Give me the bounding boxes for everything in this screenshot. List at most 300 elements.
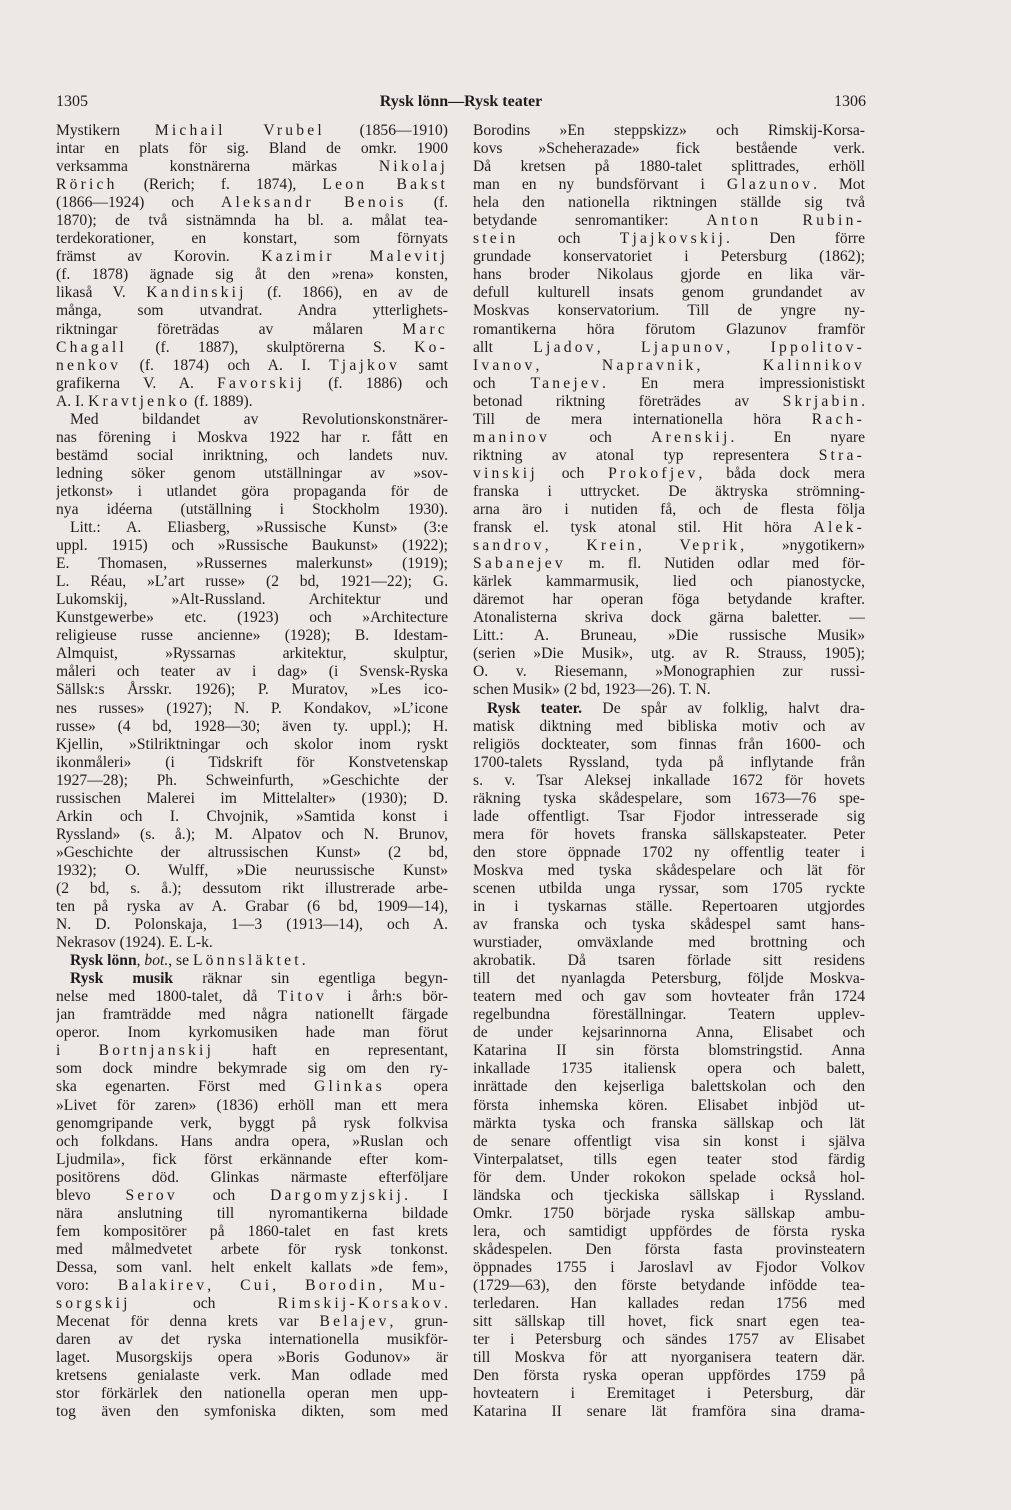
header-title: Rysk lönn—Rysk teater xyxy=(379,93,543,110)
text-run: (serien »Die Musik», utg. av R. Strauss, 1905); xyxy=(473,645,865,663)
right-column xyxy=(473,122,865,1421)
text-line xyxy=(473,880,865,898)
spaced-name: Serov xyxy=(125,1186,178,1204)
spaced-name: Chagall xyxy=(56,338,127,356)
text-line xyxy=(56,537,448,555)
text-run: bestämd social inriktning, och landets nuv. xyxy=(56,446,448,464)
text-line xyxy=(56,772,448,790)
text-run: Moskva med tyska skådespelare och lät för xyxy=(473,861,865,879)
text-run: uppl. 1915) och »Russische Baukunst» (1922); xyxy=(56,537,448,555)
text-run: , xyxy=(544,537,587,555)
spaced-name: Ljadov xyxy=(533,338,597,356)
spaced-name: Sabanejev xyxy=(473,555,566,573)
text-line xyxy=(56,1349,448,1367)
spaced-name: Glinkas xyxy=(314,1078,385,1096)
text-line xyxy=(473,122,865,140)
text-run: . xyxy=(861,392,865,410)
text-run: och xyxy=(130,1295,278,1313)
text-run: de under kejsarinnorna Anna, Elisabet och xyxy=(473,1024,865,1042)
text-line xyxy=(473,1223,865,1241)
spaced-name: Kandinskij xyxy=(146,284,247,302)
text-line xyxy=(473,483,865,501)
text-line xyxy=(56,988,448,1006)
text-line xyxy=(56,952,448,970)
text-run: sitt sällskap till hovet, fick snart egen tea- xyxy=(473,1313,865,1331)
text-run: nära anslutning till nyromantikerna bildade xyxy=(56,1204,448,1222)
spaced-name: Ljapunov xyxy=(640,338,727,356)
text-run: de senare offentligt visa sin konst i själva xyxy=(473,1132,865,1150)
text-line xyxy=(56,627,448,645)
text-run: Lukomskij, »Alt-Russland. Architektur und xyxy=(56,591,448,609)
text-line xyxy=(56,609,448,627)
spaced-name: Rach- xyxy=(811,410,865,428)
text-run: inkallade 1735 italiensk opera och balett, xyxy=(473,1060,865,1078)
text-run: , xyxy=(378,1277,412,1294)
text-run: matisk diktning med bibliska motiv och av xyxy=(473,717,865,735)
text-line xyxy=(473,663,865,681)
spaced-name: Bortnjanskij xyxy=(98,1042,215,1060)
text-run: opera xyxy=(384,1078,448,1096)
text-run: nelse med 1800-talet, då xyxy=(56,988,278,1006)
text-line xyxy=(473,898,865,916)
text-line xyxy=(56,934,448,952)
text-run: religiös dockteater, som finnas från 1600- och xyxy=(473,735,865,753)
text-run: bot. xyxy=(144,952,169,970)
text-run: (f. xyxy=(406,194,448,212)
text-run: man en ny bundsförvant i xyxy=(473,176,727,194)
text-line xyxy=(473,1259,865,1277)
text-line xyxy=(473,1385,865,1403)
text-run: Litt.: A. Bruneau, »Die russische Musik» xyxy=(473,627,865,645)
text-run: , »nygotikern» xyxy=(740,537,865,555)
text-run: (2 bd, s. å.); dessutom rikt illustrerade arbe- xyxy=(56,879,448,897)
spaced-name: Lönnsläktet xyxy=(192,952,302,970)
text-line xyxy=(56,212,448,230)
text-run: skådespelen. Den första fasta provinsteatern xyxy=(473,1240,865,1258)
text-line xyxy=(56,266,448,284)
text-run: samt xyxy=(399,356,448,374)
text-line xyxy=(56,718,448,736)
spaced-name: Ko- xyxy=(414,338,448,356)
text-line xyxy=(56,375,448,393)
text-line xyxy=(473,1313,865,1331)
text-line xyxy=(56,1169,448,1187)
text-run: romantikerna höra förutom Glazunov framför xyxy=(473,320,865,338)
text-run: . xyxy=(301,952,306,970)
spaced-name: Napravnik xyxy=(601,356,697,374)
text-line xyxy=(56,302,448,320)
text-line xyxy=(473,302,865,320)
spaced-name: Skrjabin xyxy=(782,392,862,410)
text-run: Litt.: A. Eliasberg, »Russische Kunst» (3:e xyxy=(70,519,448,537)
text-run: Almquist, »Ryssarnas arkitektur, skulptur, xyxy=(56,645,448,663)
text-run: i årh:s bör- xyxy=(326,988,448,1006)
text-line xyxy=(56,736,448,754)
text-run: nya idéerna (utställning i Stockholm 1930). xyxy=(56,500,448,518)
text-line xyxy=(473,1295,865,1313)
text-run: mera för hovets franska sällskapsteater. Peter xyxy=(473,825,865,843)
text-line xyxy=(56,591,448,609)
text-run: O. v. Riesemann, »Monographien zur russi- xyxy=(473,663,865,681)
text-line xyxy=(473,1349,865,1367)
text-run: russe» (4 bd, 1928—30; även ty. uppl.); H. xyxy=(56,717,448,735)
text-run: (f. 1887), skulptörerna S. xyxy=(126,338,415,356)
text-run: kärlek kammarmusik, lied och pianostycke, xyxy=(473,573,865,591)
text-line xyxy=(473,970,865,988)
text-run: främst av Korovin. xyxy=(56,248,262,266)
text-run: räkning tyska skådespelare, som 1673—76 spe- xyxy=(473,789,865,807)
text-line xyxy=(473,718,865,736)
text-run: in i tyskarnas ställe. Repertoaren utgjordes xyxy=(473,898,865,916)
text-line xyxy=(56,230,448,248)
text-line xyxy=(56,1042,448,1060)
text-line xyxy=(473,321,865,339)
text-run: ledning söker genom utställningar av »sov- xyxy=(56,464,448,482)
spaced-name: Tjajkov xyxy=(329,356,400,374)
spaced-name: Titov xyxy=(277,988,327,1006)
text-run: regelbundna föreställningar. Teatern upplev- xyxy=(473,1006,865,1024)
text-run: Ljudmila», fick först erkännande efter kom- xyxy=(56,1150,448,1168)
text-run: märkta tyska och franska sällskap och lät xyxy=(473,1114,865,1132)
text-run: grafikerna V. A. xyxy=(56,374,218,392)
spaced-name: nenkov xyxy=(56,356,122,374)
text-line xyxy=(56,501,448,519)
text-run: daren av det ryska internationella musikför- xyxy=(56,1331,448,1349)
text-line xyxy=(56,393,448,411)
text-line xyxy=(473,230,865,248)
text-line xyxy=(473,591,865,609)
text-run: s. v. Tsar Aleksej inkallade 1672 för hovets xyxy=(473,771,865,789)
text-run: schen Musik» (2 bd, 1923—26). T. N. xyxy=(473,681,711,699)
spaced-name: Veprik xyxy=(679,537,741,555)
text-line xyxy=(56,1205,448,1223)
text-line xyxy=(473,1115,865,1133)
text-line xyxy=(473,248,865,266)
text-run: med målmedvetet arbete för rysk tonkonst. xyxy=(56,1240,448,1258)
left-column xyxy=(56,122,448,1421)
text-run: haft en representant, xyxy=(214,1042,448,1060)
text-line xyxy=(473,339,865,357)
text-line xyxy=(56,844,448,862)
text-run: Kjellin, »Stilriktningar och skolor inom ryskt xyxy=(56,735,448,753)
running-header xyxy=(56,93,866,115)
text-run: franska i uttrycket. De äktryska strömning- xyxy=(473,482,865,500)
spaced-name: Rimskij-Korsakov xyxy=(277,1295,445,1313)
text-run: ter i Petersburg och sändes 1757 av Elisabet xyxy=(473,1331,865,1349)
text-run: N. D. Polonskaja, 1—3 (1913—14), och A. xyxy=(56,916,448,934)
text-run: jan framträdde med några nationellt färgade xyxy=(56,1006,448,1024)
text-run: 1927—28); Ph. Schweinfurth, »Geschichte der xyxy=(56,771,448,789)
text-line xyxy=(473,1078,865,1096)
text-line xyxy=(473,284,865,302)
spaced-name: sandrov xyxy=(473,537,545,555)
text-run: riktningar företrädas av målaren xyxy=(56,320,403,338)
text-line xyxy=(473,429,865,447)
text-run: ikonmåleri» (i Tidskrift för Konstvetenskap xyxy=(56,753,448,771)
spaced-name: Belajev xyxy=(319,1313,390,1331)
text-line xyxy=(473,411,865,429)
text-line xyxy=(473,212,865,230)
text-run: hans broder Nikolaus gjorde en lika vär- xyxy=(473,266,865,284)
text-run: Dessa, som vanl. helt enkelt kallats »de fem», xyxy=(56,1258,448,1276)
text-run: (f. 1866), en av de xyxy=(246,284,448,302)
text-run: akrobatik. Då tsaren förlade sitt residens xyxy=(473,952,865,970)
text-run: Till de mera internationella höra xyxy=(473,410,812,428)
text-run: Kunstgewerbe» etc. (1923) och »Architecture xyxy=(56,609,448,627)
text-run: hela den nationella riktningen ställde sig två xyxy=(473,194,865,212)
text-line xyxy=(473,790,865,808)
text-line xyxy=(56,140,448,158)
text-line xyxy=(473,1241,865,1259)
text-run: tog även den symfoniska dikten, som med xyxy=(56,1403,448,1421)
text-line xyxy=(473,609,865,627)
text-run: många, som utvandrat. Andra ytterlighets- xyxy=(56,302,448,320)
text-run: arna äro i nutiden få, och de flesta följa xyxy=(473,500,865,518)
text-line xyxy=(56,1024,448,1042)
spaced-name: stein xyxy=(473,230,519,248)
text-run: De spår av folklig, halvt dra- xyxy=(582,699,865,717)
text-run: den store öppnade 1702 ny offentlig teater i xyxy=(473,843,865,861)
text-run: Med bildandet av Revolutionskonstnärer- xyxy=(70,410,448,428)
text-run: operor. Inom kyrkomusiken hade man förut xyxy=(56,1024,448,1042)
text-run: genomgripande verk, byggt på rysk folkvisa xyxy=(56,1114,448,1132)
text-line xyxy=(473,357,865,375)
text-run: , xyxy=(596,338,641,356)
text-line xyxy=(56,1223,448,1241)
text-run: (f. 1889). xyxy=(190,392,253,410)
text-run: jetkonst» i utlandet göra propaganda för de xyxy=(56,482,448,500)
text-run: nas förening i Moskva 1922 har r. fått en xyxy=(56,428,448,446)
text-line xyxy=(473,826,865,844)
text-run: grundade konservatoriet i Petersburg (1862); xyxy=(473,248,865,266)
text-run: m. fl. Nutiden odlar med för- xyxy=(565,555,865,573)
text-line xyxy=(473,140,865,158)
text-run: »Geschichte der altrussischen Kunst» (2 bd, xyxy=(56,843,448,861)
text-run: , båda dock mera xyxy=(698,464,865,482)
text-line xyxy=(473,1187,865,1205)
text-line xyxy=(473,1403,865,1421)
entry-headword: Rysk lönn xyxy=(70,952,137,970)
text-run: . Den förre xyxy=(726,230,865,248)
text-run: och folkdans. Hans andra opera, »Ruslan och xyxy=(56,1132,448,1150)
text-line xyxy=(473,1205,865,1223)
text-run: , xyxy=(726,338,771,356)
spaced-name: Arenskij xyxy=(651,428,731,446)
text-run: , xyxy=(272,1277,306,1294)
spaced-name: vinskij xyxy=(473,464,538,482)
text-run: defull kulturell insats genom grundandet av xyxy=(473,284,865,302)
text-run: (f. 1874) och A. I. xyxy=(121,356,330,374)
text-run: som dock mindre bekymrade sig om den ry- xyxy=(56,1060,448,1078)
text-run: terdekorationer, en konstart, som förnyats xyxy=(56,230,448,248)
spaced-name: Kalinnikov xyxy=(762,356,865,374)
text-run: fransk el. tysk atonal stil. Hit höra xyxy=(473,519,814,537)
spaced-name: Tanejev xyxy=(530,374,603,392)
text-line xyxy=(473,1006,865,1024)
text-line xyxy=(473,1097,865,1115)
text-run: , xyxy=(696,356,763,374)
spaced-name: Nikolaj xyxy=(378,158,448,176)
text-run: inrättade den kejserliga balettskolan och den xyxy=(473,1078,865,1096)
text-line xyxy=(56,826,448,844)
text-run: religieuse russe ancienne» (1928); B. Idestam- xyxy=(56,627,448,645)
text-run: lade offentligt. Tsar Fjodor intresserade sig xyxy=(473,807,865,825)
text-line xyxy=(56,447,448,465)
text-line xyxy=(473,1042,865,1060)
text-run: betonad riktning företrädes av xyxy=(473,392,783,410)
text-run: . En mera impressionistiskt xyxy=(602,374,865,392)
text-line xyxy=(473,772,865,790)
text-run: Den första ryska operan uppfördes 1759 på xyxy=(473,1367,865,1385)
text-line xyxy=(473,1277,865,1295)
text-run: laget. Musorgskijs opera »Boris Godunov» är xyxy=(56,1349,448,1367)
text-line xyxy=(473,447,865,465)
text-run: Katarina II sin första blomstringstid. Anna xyxy=(473,1042,865,1060)
text-line xyxy=(473,681,865,699)
text-run: voro: xyxy=(56,1277,118,1294)
text-run: verksamma konstnärerna märkas xyxy=(56,158,379,176)
text-line xyxy=(473,266,865,284)
page-number-right: 1306 xyxy=(834,93,866,110)
text-line xyxy=(56,357,448,375)
text-line xyxy=(56,1151,448,1169)
text-line xyxy=(56,700,448,718)
text-line xyxy=(56,1367,448,1385)
text-run: Ryssland» (s. å.); M. Alpatov och N. Brunov, xyxy=(56,825,448,843)
text-run: och xyxy=(473,374,531,392)
entry-headword: Rysk teater. xyxy=(487,699,583,717)
text-line xyxy=(473,1133,865,1151)
text-run: första inhemska kören. Elisabet inbjöd ut- xyxy=(473,1096,865,1114)
spaced-name: Dargomyzjskij xyxy=(270,1186,405,1204)
text-line xyxy=(473,537,865,555)
text-run: »Livet för zaren» (1836) erhöll man ett mera xyxy=(56,1096,448,1114)
text-run: 1700-talets Ryssland, tyda på inflytande från xyxy=(473,753,865,771)
text-run: däremot har operan föga betydande krafter. xyxy=(473,591,865,609)
text-line xyxy=(56,339,448,357)
text-line xyxy=(56,1097,448,1115)
text-run: till det nyanlagda Petersburg, följde Moskva- xyxy=(473,970,865,988)
text-run: 1870); de två sistnämnda ha bl. a. målat tea- xyxy=(56,212,448,230)
text-run: (1729—63), den förste betydande infödde tea- xyxy=(473,1277,865,1294)
text-run: Moskvas konservatorium. Till de yngre ny- xyxy=(473,302,865,320)
text-line xyxy=(56,1277,448,1295)
text-line xyxy=(473,988,865,1006)
text-line xyxy=(56,122,448,140)
page-number-left: 1305 xyxy=(56,93,88,110)
spaced-name: Glazunov xyxy=(726,176,814,194)
spaced-name: Kazimir Malevitj xyxy=(261,248,448,266)
text-line xyxy=(56,1241,448,1259)
text-run: lera, och samtidigt uppfördes de första ryska xyxy=(473,1222,865,1240)
text-line xyxy=(473,1331,865,1349)
text-line xyxy=(473,194,865,212)
text-line xyxy=(56,411,448,429)
text-line xyxy=(473,555,865,573)
text-run: och xyxy=(549,428,652,446)
text-run: öppnades 1755 i Jaroslavl av Fjodor Volkov xyxy=(473,1258,865,1276)
text-run: 1932); O. Wulff, »Die neurussische Kunst» xyxy=(56,861,448,879)
spaced-name: Kravtjenko xyxy=(88,392,191,410)
text-run: Katarina II senare lät framföra sina drama- xyxy=(473,1403,865,1421)
text-line xyxy=(473,645,865,663)
text-line xyxy=(473,844,865,862)
text-line xyxy=(56,880,448,898)
text-line xyxy=(56,1006,448,1024)
text-run: stor förkärlek den nationella operan men upp- xyxy=(56,1385,448,1403)
text-line xyxy=(56,1403,448,1421)
text-run: Mecenat för denna krets var xyxy=(56,1313,320,1331)
text-run: betydande senromantiker: xyxy=(473,212,707,230)
text-run: blevo xyxy=(56,1186,126,1204)
text-line xyxy=(473,700,865,718)
text-line xyxy=(473,1024,865,1042)
text-line xyxy=(56,916,448,934)
text-line xyxy=(473,934,865,952)
text-line xyxy=(56,754,448,772)
text-line xyxy=(473,1367,865,1385)
text-line xyxy=(473,754,865,772)
text-line xyxy=(473,862,865,880)
text-run: . En nyare xyxy=(730,428,865,446)
spaced-name: Balakirev xyxy=(117,1277,208,1294)
text-line xyxy=(56,1259,448,1277)
text-run: hovteatern i Eremitaget i Petersburg, där xyxy=(473,1385,865,1403)
text-line xyxy=(473,158,865,176)
text-line xyxy=(56,1331,448,1349)
text-line xyxy=(56,194,448,212)
text-line xyxy=(473,465,865,483)
text-run: . xyxy=(444,1295,448,1313)
spaced-name: Rörich xyxy=(56,176,118,194)
spaced-name: Cui xyxy=(240,1277,273,1294)
text-line xyxy=(56,176,448,194)
text-line xyxy=(473,375,865,393)
spaced-name: maninov xyxy=(473,428,550,446)
text-line xyxy=(56,1295,448,1313)
spaced-name: Marc xyxy=(402,320,448,338)
text-line xyxy=(56,1385,448,1403)
text-line xyxy=(473,1169,865,1187)
text-run: positörens död. Glinkas närmaste efterföljare xyxy=(56,1168,448,1186)
text-run: , xyxy=(637,537,680,555)
text-line xyxy=(56,970,448,988)
text-line xyxy=(56,573,448,591)
text-run: och xyxy=(537,464,609,482)
text-line xyxy=(56,1060,448,1078)
text-line xyxy=(56,1133,448,1151)
text-line xyxy=(473,627,865,645)
text-run: kovs »Scheherazade» fick bestående verk. xyxy=(473,140,865,158)
text-run: Då kretsen på 1880-talet splittrades, erhöll xyxy=(473,158,865,176)
text-run: av franska och tyska skådespel samt hans- xyxy=(473,916,865,934)
text-run: teatern med och gav som hovteater från 1724 xyxy=(473,988,865,1006)
text-run: , xyxy=(207,1277,241,1294)
text-line xyxy=(473,952,865,970)
text-line xyxy=(473,736,865,754)
text-line xyxy=(56,1078,448,1096)
text-run: (1856—1910) xyxy=(324,122,448,139)
entry-headword: Rysk musik xyxy=(70,970,174,988)
text-line xyxy=(56,681,448,699)
text-run: i xyxy=(56,1042,99,1060)
text-run: för dem. Under rokokon spelade också hol- xyxy=(473,1168,865,1186)
text-line xyxy=(473,501,865,519)
text-line xyxy=(56,808,448,826)
text-line xyxy=(56,158,448,176)
text-run: , xyxy=(535,356,602,374)
text-line xyxy=(56,519,448,537)
